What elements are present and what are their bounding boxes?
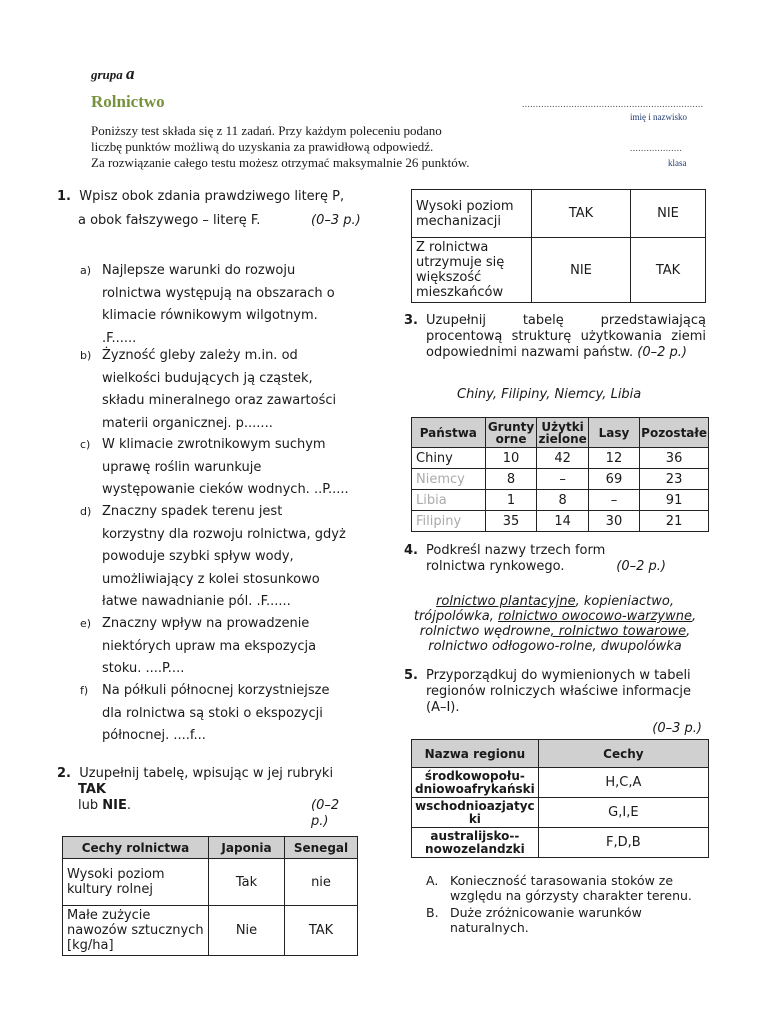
class-fill-line[interactable]: ...................	[630, 143, 683, 153]
answer-cell[interactable]: TAK	[532, 190, 631, 238]
option-underlined[interactable]: , rolnictwo towarowe	[550, 624, 687, 639]
table-row: Wysoki poziom kultury rolnej Tak nie	[63, 859, 358, 906]
answer-line[interactable]: materii organicznej. p.......	[102, 415, 273, 431]
option-underlined[interactable]: rolnictwo owocowo-warzywne	[498, 609, 692, 624]
table-row: środkowopołu-dniowoafrykański H,C,A	[412, 768, 709, 798]
answer-cell[interactable]: nie	[285, 859, 358, 906]
table-row: Wysoki poziom mechanizacji TAK NIE	[412, 190, 706, 238]
points-label: (0–3 p.)	[652, 721, 702, 736]
table-row: Z rolnictwa utrzymuje się większość mieszkańców NIE TAK	[412, 238, 706, 303]
question-3: 3. Uzupełnij tabelę przedstawiającą procentową strukturę użytkowania ziemi odpowiednimi nazwami państw. (0–2 p.)	[404, 313, 706, 360]
answer-cell[interactable]: F,D,B	[538, 828, 708, 858]
answer-line[interactable]: występowanie cieków wodnych. ..P.....	[102, 482, 349, 497]
answer-cell[interactable]: Libia	[412, 490, 486, 511]
answer-cell[interactable]: TAK	[631, 238, 706, 303]
q5-info-list	[426, 873, 706, 935]
question-5: 5. Przyporządkuj do wymienionych w tabeli regionów rolniczych właściwe informacje (A–I). (0–3 p.)	[404, 668, 706, 737]
table-row: australijsko--nowozelandzki F,D,B	[412, 828, 709, 858]
question-4: 4. Podkreśl nazwy trzech form rolnictwa rynkowego. (0–2 p.)	[404, 543, 666, 574]
list-item: B. Duże zróżnicowanie warunków naturalnych.	[426, 905, 642, 935]
name-fill-line[interactable]: ..................................................................	[522, 99, 704, 109]
q5-table: Nazwa regionu Cechy środkowopołu-dniowoafrykański H,C,A wschodnioazjatycki G,I,E australijsko--nowozelandzki F,D,B	[411, 739, 709, 858]
answer-cell[interactable]: Chiny	[412, 448, 486, 469]
table-row: Chiny 10 42 12 36	[412, 448, 709, 469]
points-label: (0–2 p.)	[616, 559, 666, 574]
q4-options: rolnictwo plantacyjne, kopieniactwo, trójpolówka, rolnictwo owocowo-warzywne, rolnictwo wędrowne, rolnictwo towarowe, rolnictwo odłogowo-rolne, dwupolówka	[413, 594, 697, 654]
q2-table-part1: Cechy rolnictwa Japonia Senegal Wysoki poziom kultury rolnej Tak nie Małe zużycie nawozów sztucznych [kg/ha] Nie TAK	[62, 836, 358, 956]
answer-line[interactable]: północnej. ....f...	[102, 728, 206, 743]
page-title: Rolnictwo	[91, 92, 165, 111]
list-item: A. Konieczność tarasowania stoków ze względu na górzysty charakter terenu.	[426, 873, 692, 903]
answer-line[interactable]: łatwe nawadnianie pól. .F......	[102, 594, 291, 609]
answer-line[interactable]: stoku. ....P....	[102, 661, 185, 676]
group-label: grupa a	[91, 64, 135, 83]
question-number: 1.	[57, 189, 71, 204]
q3-options: Chiny, Filipiny, Niemcy, Libia	[457, 387, 642, 402]
answer-cell[interactable]: H,C,A	[538, 768, 708, 798]
table-row: wschodnioazjatycki G,I,E	[412, 798, 709, 828]
table-row: Niemcy 8 – 69 23	[412, 469, 709, 490]
question-1: 1. Wpisz obok zdania prawdziwego literę P, a obok fałszywego – literę F. (0–3 p.)	[57, 189, 361, 228]
answer-line[interactable]: .F......	[102, 330, 137, 346]
option-underlined[interactable]: rolnictwo plantacyjne	[436, 594, 576, 609]
question-2: 2. Uzupełnij tabelę, wpisując w jej rubryki TAK lub NIE. (0–2 p.)	[57, 766, 357, 814]
points-label: (0–2 p.)	[311, 798, 340, 829]
answer-cell[interactable]: NIE	[631, 190, 706, 238]
class-label: klasa	[668, 158, 687, 168]
table-row: Małe zużycie nawozów sztucznych [kg/ha] Nie TAK	[63, 906, 358, 956]
answer-cell[interactable]: Filipiny	[412, 511, 486, 532]
name-label: imię i nazwisko	[630, 112, 687, 122]
answer-cell[interactable]: NIE	[532, 238, 631, 303]
answer-cell[interactable]: TAK	[285, 906, 358, 956]
points-label: (0–3 p.)	[311, 213, 361, 228]
q3-table: Państwa Grunty orne Użytki zielone Lasy Pozostałe Chiny 10 42 12 36 Niemcy 8 – 69 23 Libia 1 8 – 91 Filipiny 35 14 30 21	[411, 417, 709, 532]
intro-text: Poniższy test składa się z 11 zadań. Przy każdym poleceniu podano liczbę punktów możliwą do uzyskania za prawidłową odpowiedź. Za rozwiązanie całego testu możesz otrzymać maksymalnie 26 punktów.	[91, 123, 470, 170]
table-row: Filipiny 35 14 30 21	[412, 511, 709, 532]
table-row: Libia 1 8 – 91	[412, 490, 709, 511]
points-label: (0–2 p.)	[637, 345, 687, 360]
q2-table-part2	[411, 189, 706, 303]
answer-cell[interactable]: Tak	[209, 859, 285, 906]
answer-cell[interactable]: Nie	[209, 906, 285, 956]
answer-cell[interactable]: G,I,E	[538, 798, 708, 828]
answer-cell[interactable]: Niemcy	[412, 469, 486, 490]
